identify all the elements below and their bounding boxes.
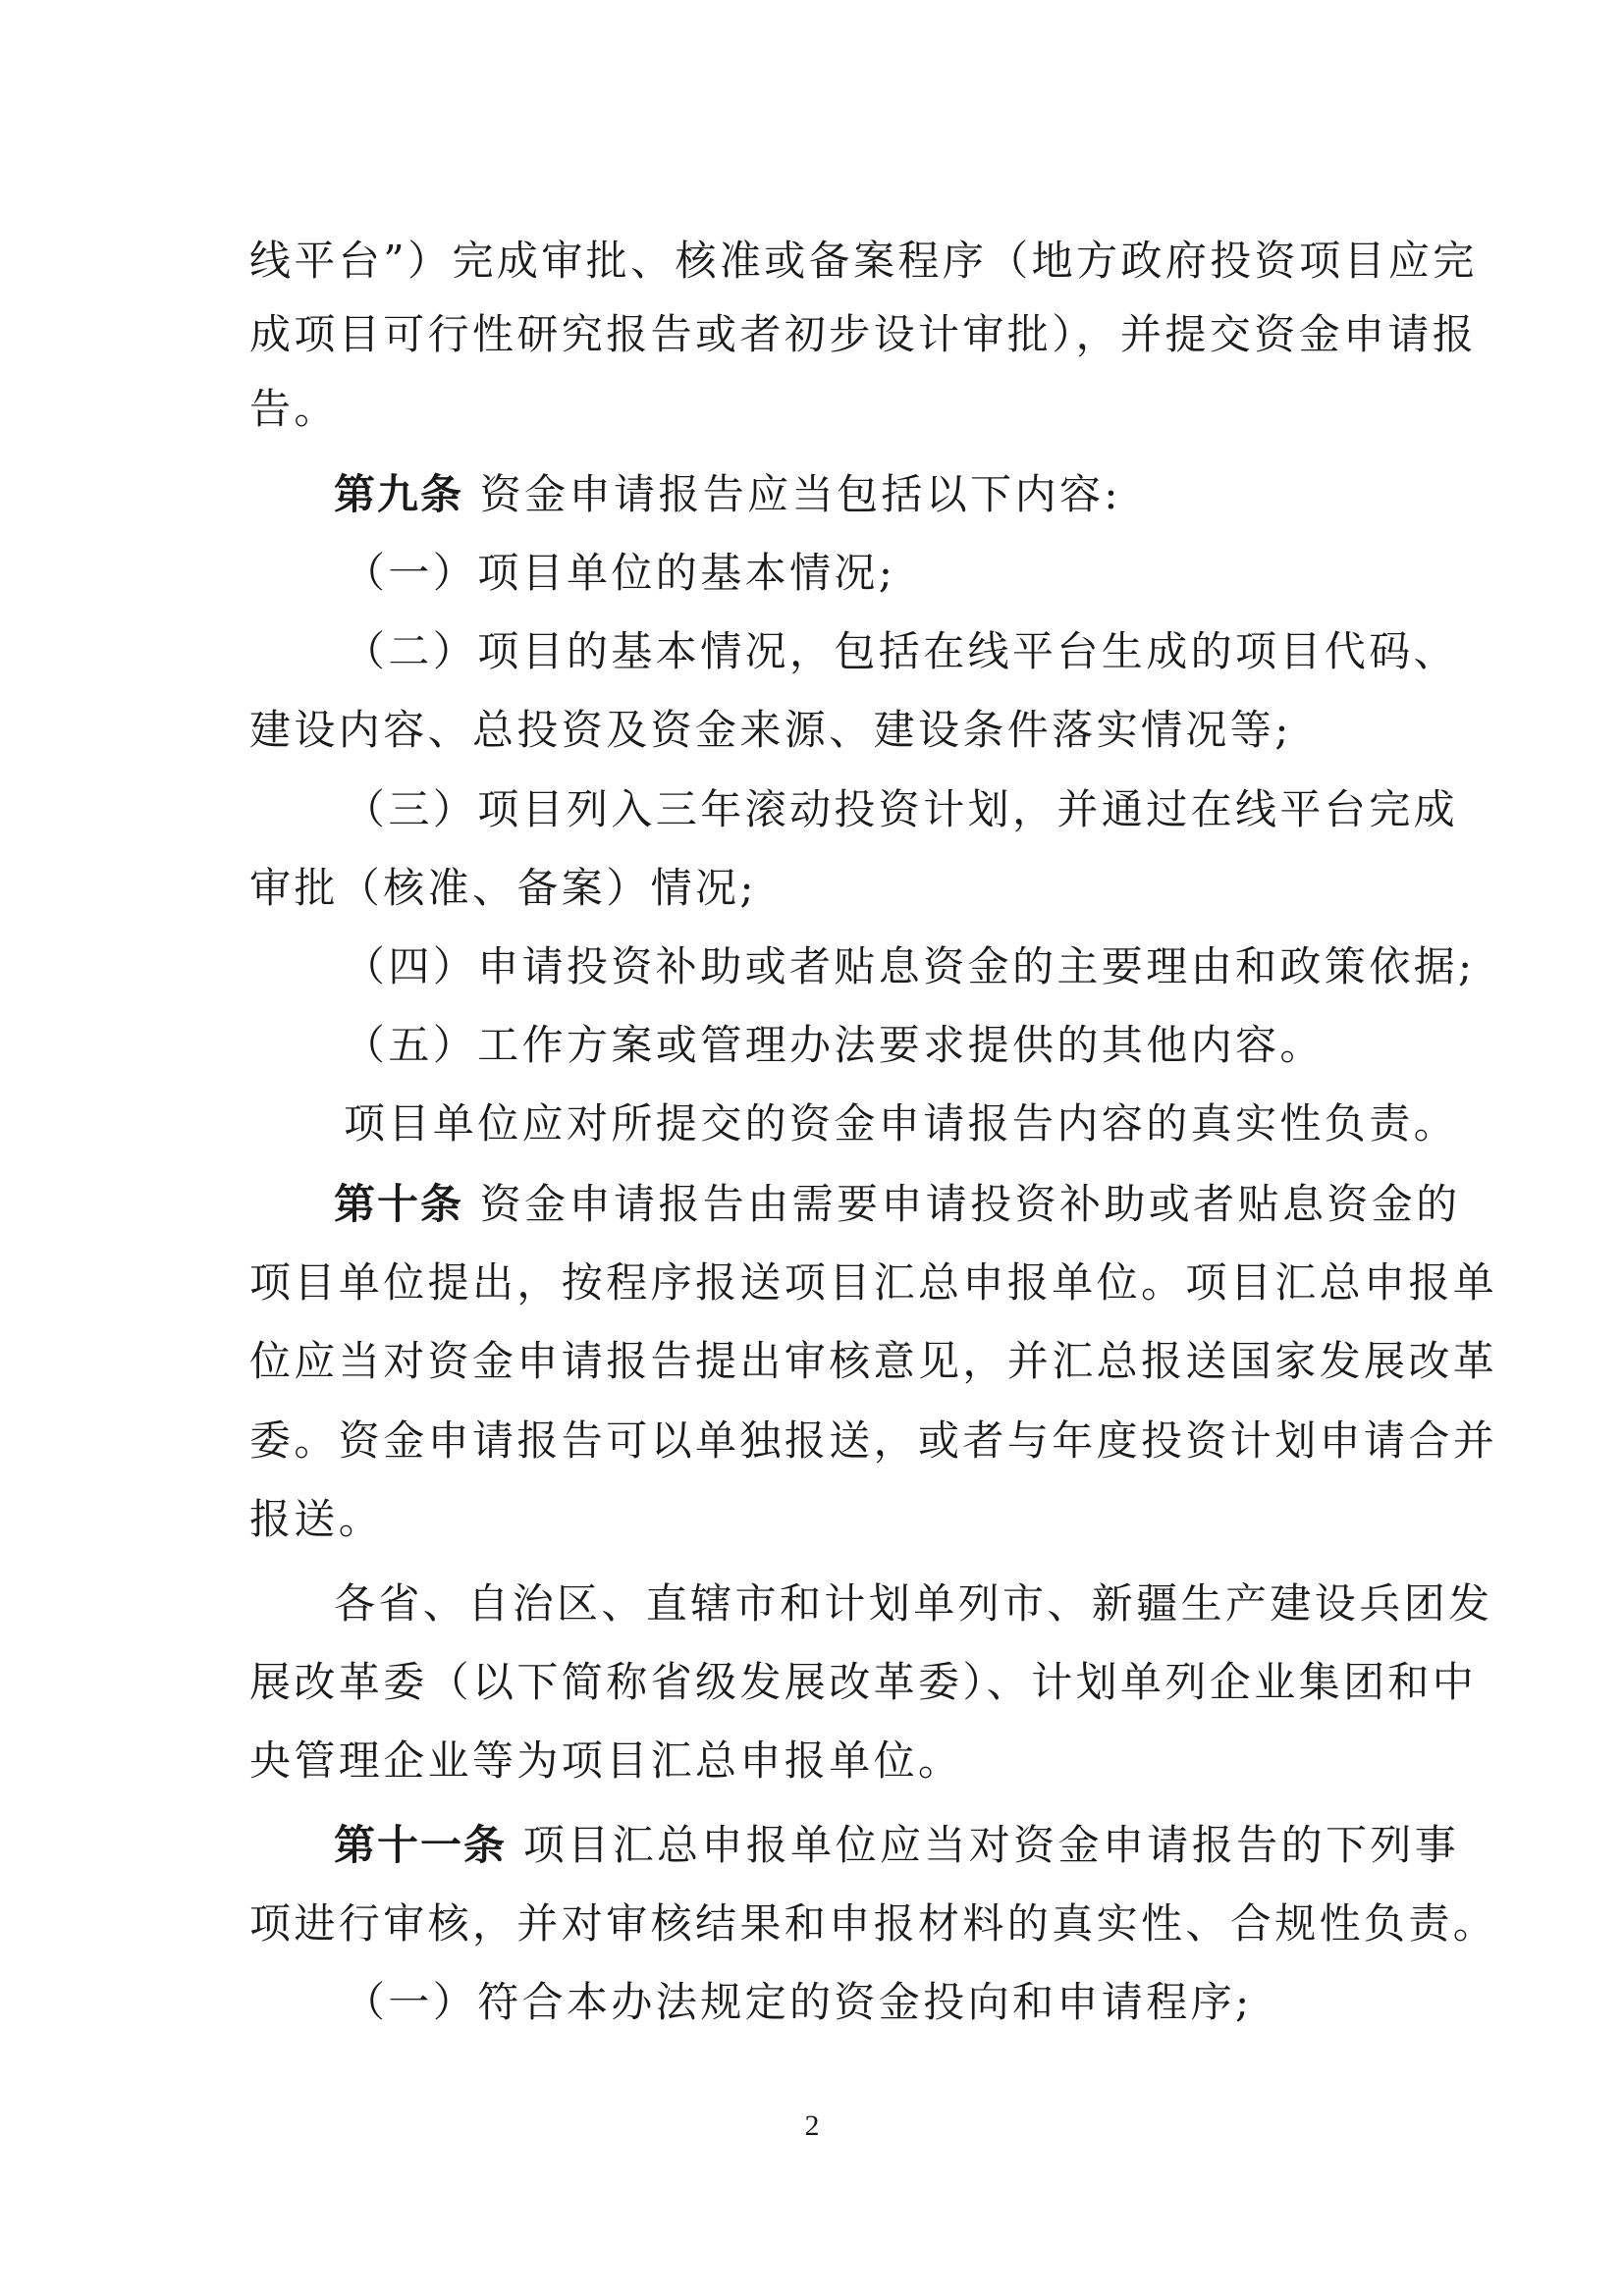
text-line: 项进行审核，并对审核结果和申报材料的真实性、合规性负责。 [249, 1899, 1498, 1948]
text-line: 成项目可行性研究报告或者初步设计审批），并提交资金申请报 [249, 310, 1478, 358]
text-line: 位应当对资金申请报告提出审核意见，并汇总报送国家发展改革 [249, 1337, 1498, 1385]
text-line: 各省、自治区、直辖市和计划单列市、新疆生产建设兵团发 [334, 1579, 1493, 1628]
article-9-paragraph [334, 467, 1388, 522]
text-line: 项目单位应对所提交的资金申请报告内容的真实性负责。 [344, 1099, 1459, 1148]
article-11-paragraph [334, 1818, 1460, 1873]
text-line: 审批（核准、备案）情况; [249, 864, 757, 912]
list-item: （一）符合本办法规定的资金投向和申请程序; [344, 1978, 1253, 2026]
text-line: 线平台”）完成审批、核准或备案程序（地方政府投资项目应完 [249, 237, 1478, 285]
text-line: 建设内容、总投资及资金来源、建设条件落实情况等; [249, 706, 1292, 754]
text-line: 项目单位提出，按程序报送项目汇总申报单位。项目汇总申报单 [249, 1258, 1498, 1307]
list-item: （五）工作方案或管理办法要求提供的其他内容。 [344, 1021, 1325, 1069]
text-line: 告。 [249, 385, 339, 433]
article-text: 项目汇总申报单位应当对资金申请报告的下列事 [522, 1821, 1460, 1869]
article-heading: 第九条 [334, 470, 464, 518]
article-text: 资金申请报告由需要申请投资补助或者贴息资金的 [479, 1180, 1461, 1228]
list-item: （二）项目的基本情况，包括在线平台生成的项目代码、 [344, 627, 1459, 675]
list-item: （四）申请投资补助或者贴息资金的主要理由和政策依据; [344, 942, 1476, 990]
article-text: 资金申请报告应当包括以下内容: [479, 470, 1121, 518]
page-number: 2 [804, 2109, 820, 2142]
text-line: 展改革委（以下简称省级发展改革委）、计划单列企业集团和中 [249, 1658, 1478, 1706]
text-line: 央管理企业等为项目汇总申报单位。 [249, 1736, 963, 1785]
article-heading: 第十条 [334, 1180, 464, 1228]
list-item: （一）项目单位的基本情况; [344, 549, 896, 597]
text-line: 委。资金申请报告可以单独报送，或者与年度投资计划申请合并 [249, 1416, 1498, 1465]
list-item: （三）项目列入三年滚动投资计划，并通过在线平台完成 [344, 785, 1459, 833]
text-line: 报送。 [249, 1495, 384, 1543]
article-heading: 第十一条 [334, 1821, 508, 1869]
article-10-paragraph [334, 1177, 1461, 1232]
